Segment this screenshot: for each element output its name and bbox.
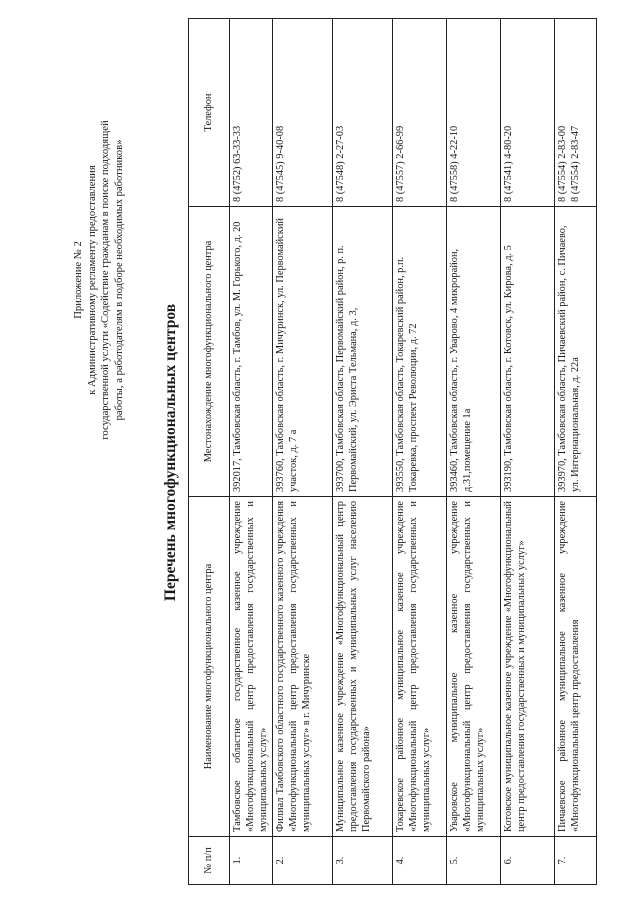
table-row bbox=[555, 19, 597, 885]
appendix-line-3: государственной услуги «Содействие гражданам в поиске подходящей bbox=[100, 120, 111, 440]
row-address: 392017, Тамбовская область, г. Тамбов, ул. М. Горького, д. 20 bbox=[230, 207, 273, 497]
row-address: 393700, Тамбовская область, Первомайский район, р. п. Первомайский, ул. Эриста Тельмана, д. 3, bbox=[333, 207, 393, 497]
row-phone: 8 (47541) 4-80-20 bbox=[501, 19, 555, 207]
row-num: 2. bbox=[273, 837, 333, 885]
row-phone: 8 (47558) 4-22-10 bbox=[447, 19, 501, 207]
mfc-table bbox=[188, 18, 597, 885]
row-name: Филиал Тамбовского областного государственного казенного учреждения «Многофункциональный центр предоставления государственных и муниципальных услуг» в г. Мичуринске bbox=[273, 497, 333, 837]
page-title: Перечень многофункциональных центров bbox=[162, 303, 179, 602]
row-address: 393970, Тамбовская область, Пичаевский район, с. Пичаево, ул. Интернациональная, д. 22а bbox=[555, 207, 597, 497]
header-phone: Телефон bbox=[189, 19, 230, 207]
row-name: Муниципальное казенное учреждение «Многофункциональный центр предоставления государственных и муниципальных услуг населению Первомайского района» bbox=[333, 497, 393, 837]
row-num: 6. bbox=[501, 837, 555, 885]
row-address: 393190, Тамбовская область, г. Котовск, ул. Кирова, д. 5 bbox=[501, 207, 555, 497]
row-phone: 8 (47545) 9-40-08 bbox=[273, 19, 333, 207]
row-address: 393760, Тамбовская область, г. Мичуринск, ул. Первомайский участок, д. 7 а bbox=[273, 207, 333, 497]
row-name: Тамбовское областное государственное казенное учреждение «Многофункциональный центр предоставления государственных и муниципальных услуг» bbox=[230, 497, 273, 837]
row-phone: 8 (47554) 2-83-00 8 (47554) 2-83-47 bbox=[555, 19, 597, 207]
row-phone: 8 (47557) 2-66-99 bbox=[393, 19, 447, 207]
header-num: № п/п bbox=[189, 837, 230, 885]
table-row bbox=[273, 19, 333, 885]
appendix-line-4: работы, а работодателям в подборе необходимых работников» bbox=[113, 139, 125, 421]
header-address: Местонахождение многофункционального центра bbox=[189, 207, 230, 497]
appendix-header bbox=[72, 20, 126, 540]
table-row bbox=[333, 19, 393, 885]
table-row bbox=[447, 19, 501, 885]
table-header-row bbox=[189, 19, 230, 885]
row-address: 393460, Тамбовская область, г. Уварово, 4 микрорайон, д.31,помещение 1а bbox=[447, 207, 501, 497]
row-name: Уваровское муниципальное казенное учреждение «Многофункциональный центр предоставления государственных и муниципальных услуг» bbox=[447, 497, 501, 837]
table-row bbox=[501, 19, 555, 885]
row-phone: 8 (4752) 63-33-33 bbox=[230, 19, 273, 207]
appendix-line-2: к Административному регламенту предоставления bbox=[86, 165, 98, 395]
row-num: 4. bbox=[393, 837, 447, 885]
row-phone: 8 (47548) 2-27-03 bbox=[333, 19, 393, 207]
row-address: 393550, Тамбовская область, Токаревский район, р.п. Токаревка, проспект Революции, д. 72 bbox=[393, 207, 447, 497]
table-row bbox=[230, 19, 273, 885]
table-row bbox=[393, 19, 447, 885]
row-name: Котовское муниципальное казенное учреждение «Многофункциональный центр предоставления государственных и муниципальных услуг» bbox=[501, 497, 555, 837]
header-name: Наименование многофункционального центра bbox=[189, 497, 230, 837]
row-num: 5. bbox=[447, 837, 501, 885]
appendix-line-1: Приложение № 2 bbox=[73, 241, 84, 319]
row-num: 7. bbox=[555, 837, 597, 885]
row-name: Пичаевское районное муниципальное казенное учреждение «Многофункциональный центр предоставления bbox=[555, 497, 597, 837]
row-name: Токаревское районное муниципальное казенное учреждение «Многофункциональный центр предоставления государственных и муниципальных услуг» bbox=[393, 497, 447, 837]
row-num: 3. bbox=[333, 837, 393, 885]
row-num: 1. bbox=[230, 837, 273, 885]
